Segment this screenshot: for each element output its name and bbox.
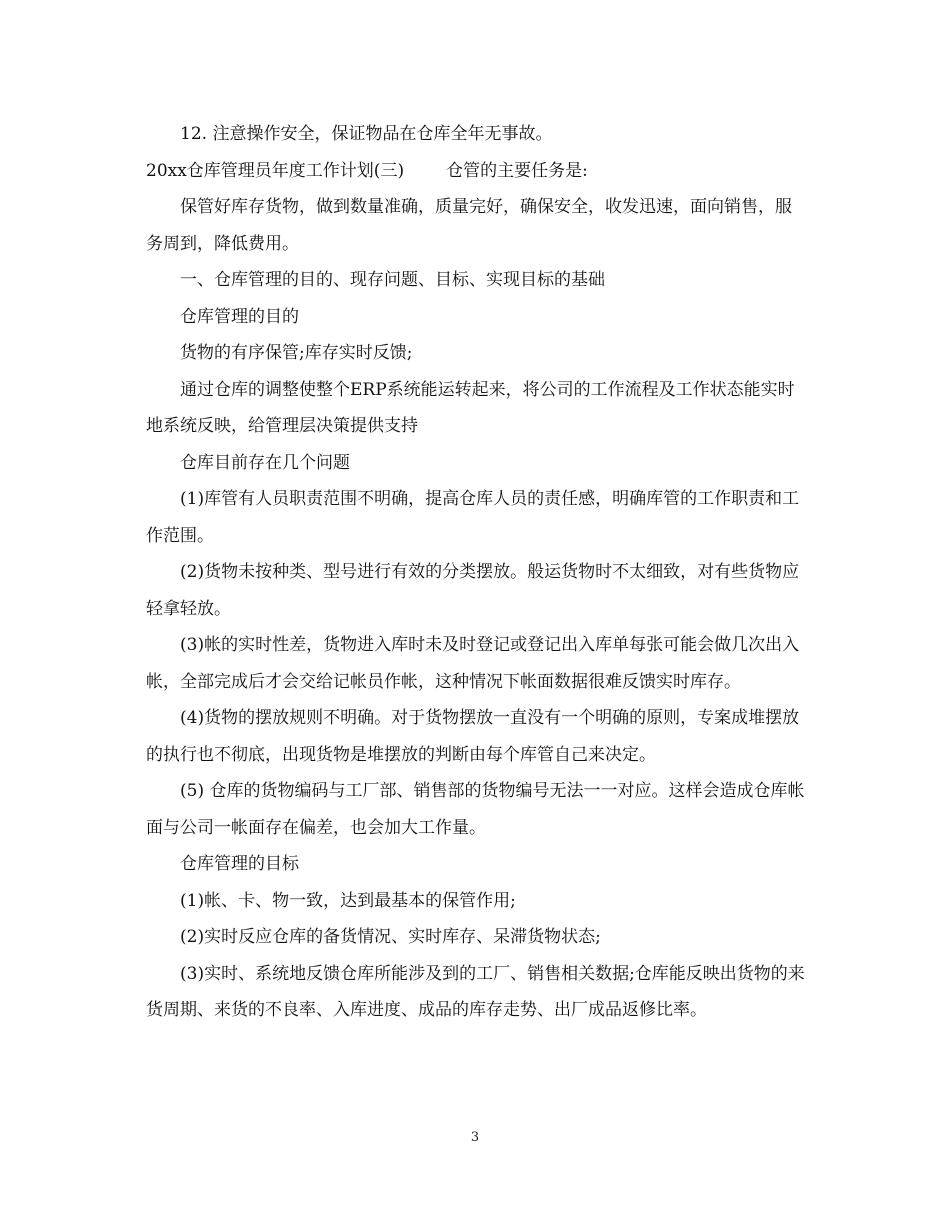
paragraph-item-12: 12. 注意操作安全，保证物品在仓库全年无事故。 xyxy=(180,124,553,144)
goal-item-1: (1)帐、卡、物一致，达到最基本的保管作用; xyxy=(180,890,516,911)
problem-item-4: (4)货物的摆放规则不明确。对于货物摆放一直没有一个明确的原则，专案成堆摆放的执行也不彻底，出现货物是堆摆放的判断由每个库管自己来决定。 xyxy=(146,708,800,765)
subheading-purpose: 仓库管理的目的 xyxy=(180,306,299,327)
subheading-goals: 仓库管理的目标 xyxy=(180,854,299,874)
section-lead: 仓管的主要任务是: xyxy=(446,160,588,181)
section-title: 20xx仓库管理员年度工作计划(三) xyxy=(146,160,405,181)
problem-item-3: (3)帐的实时性差，货物进入库时未及时登记或登记出入库单每张可能会做几次出入帐，全部完成后才会交给记帐员作帐，这种情况下帐面数据很难反馈实时库存。 xyxy=(146,635,800,692)
goal-item-3: (3)实时、系统地反馈仓库所能涉及到的工厂、销售相关数据;仓库能反映出货物的来货周期、来货的不良率、入库进度、成品的库存走势、出厂成品返修比率。 xyxy=(146,963,805,1020)
document-body xyxy=(146,116,806,1029)
goal-item-2: (2)实时反应仓库的备货情况、实时库存、呆滞货物状态; xyxy=(180,927,601,947)
paragraph-purpose-1: 货物的有序保管;库存实时反馈; xyxy=(180,343,413,363)
page-number: 3 xyxy=(470,1130,480,1145)
subheading-part-one: 一、仓库管理的目的、现存问题、目标、实现目标的基础 xyxy=(180,270,605,290)
subheading-problems: 仓库目前存在几个问题 xyxy=(180,452,350,473)
problem-item-5: (5) 仓库的货物编码与工厂部、销售部的货物编号无法一一对应。这样会造成仓库帐面与公司一帐面存在偏差，也会加大工作量。 xyxy=(146,781,805,838)
section-heading-line xyxy=(146,153,806,190)
paragraph-main-task: 保管好库存货物，做到数量准确，质量完好，确保安全，收发迅速，面向销售，服务周到，降低费用。 xyxy=(146,197,792,254)
problem-item-2: (2)货物未按种类、型号进行有效的分类摆放。般运货物时不太细致，对有些货物应轻拿轻放。 xyxy=(146,562,800,619)
problem-item-1: (1)库管有人员职责范围不明确，提高仓库人员的责任感，明确库管的工作职责和工作范围。 xyxy=(146,489,800,546)
paragraph-purpose-2: 通过仓库的调整使整个ERP系统能运转起来，将公司的工作流程及工作状态能实时地系统反映，给管理层决策提供支持 xyxy=(146,379,795,436)
